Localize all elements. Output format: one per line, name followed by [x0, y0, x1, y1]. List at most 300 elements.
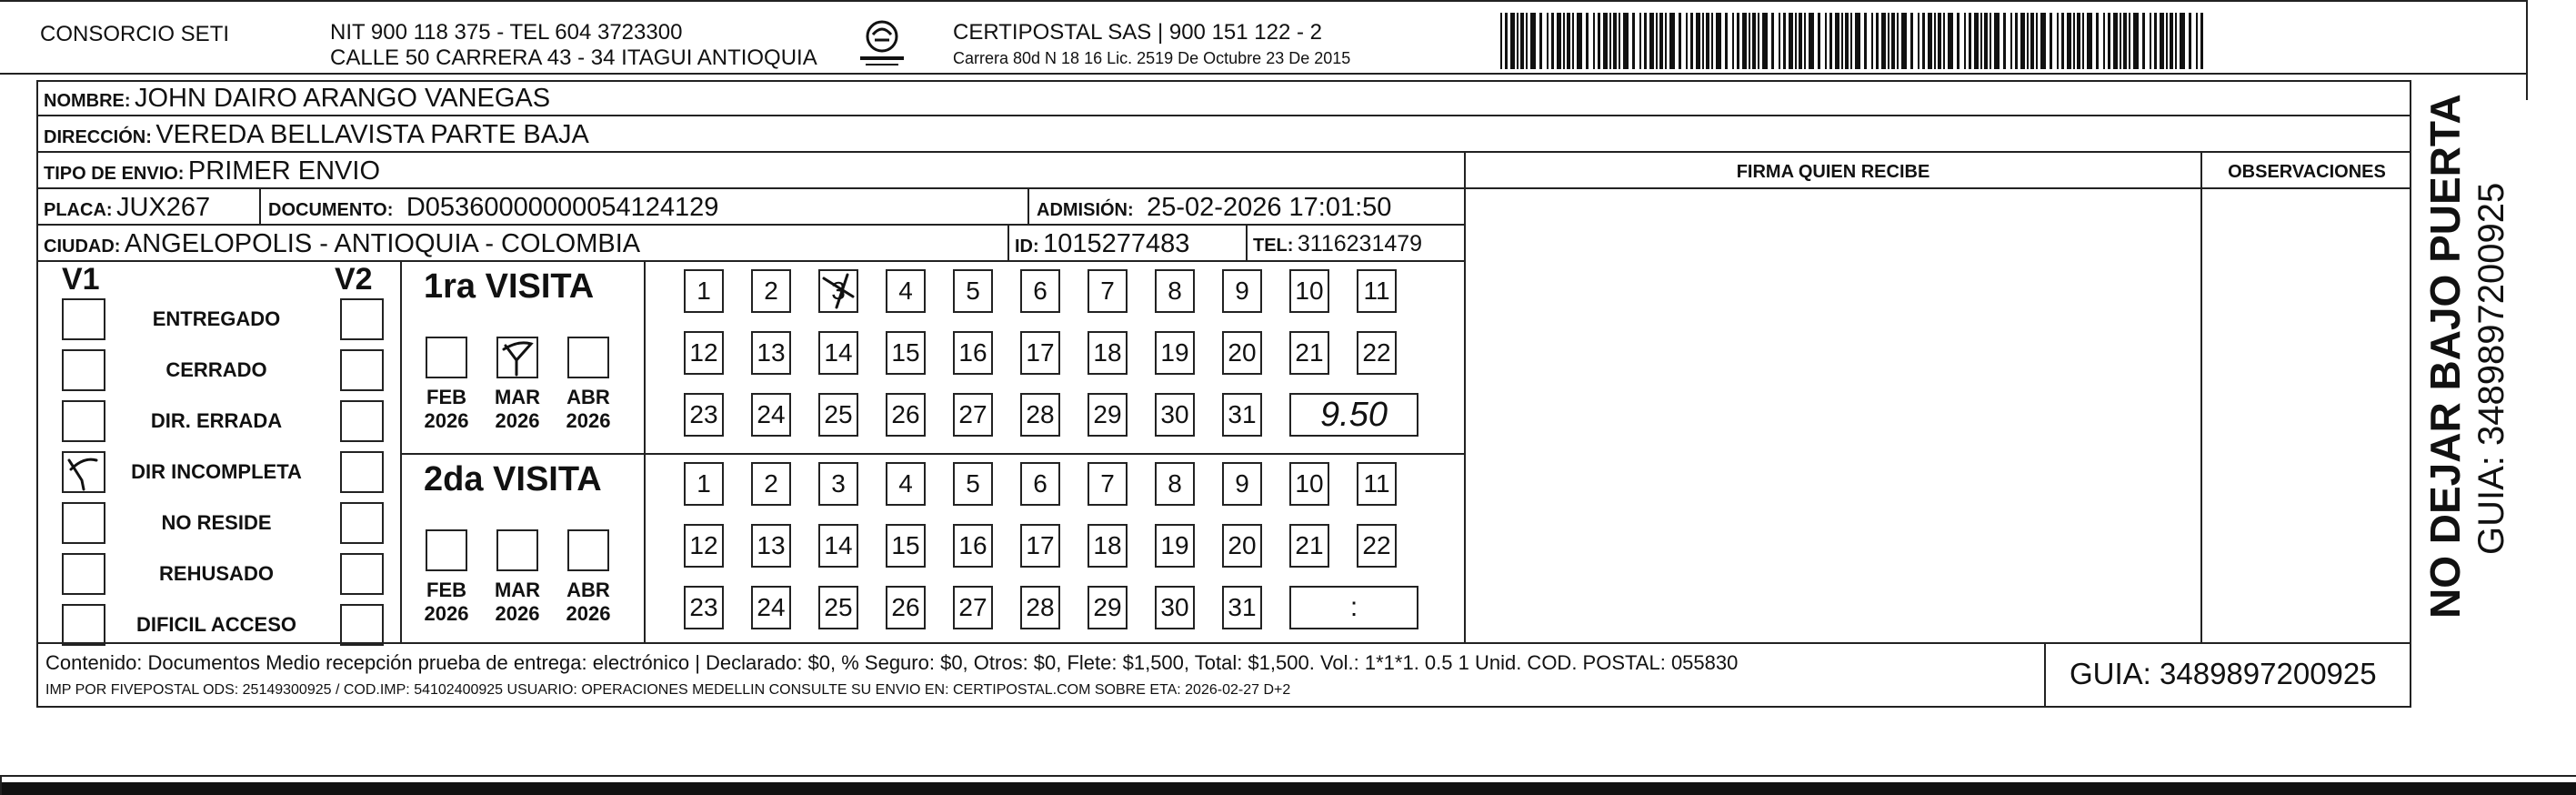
- barcode-bar: [2010, 13, 2012, 69]
- day-number: 8: [1168, 277, 1182, 305]
- v2-checkbox[interactable]: [340, 604, 384, 646]
- barcode-bar: [1779, 13, 1780, 69]
- visit-title: 1ra VISITA: [424, 267, 595, 306]
- month-year: 2026: [495, 409, 540, 433]
- barcode-bar: [1948, 13, 1953, 69]
- barcode-bar: [2142, 13, 2145, 69]
- month-year: 2026: [566, 409, 611, 433]
- status-label: REHUSADO: [159, 562, 274, 585]
- day-number: 21: [1295, 531, 1324, 559]
- day-box[interactable]: [886, 331, 926, 375]
- month-name: FEB: [426, 579, 466, 601]
- month-name: FEB: [426, 386, 466, 408]
- day-box[interactable]: [1155, 524, 1195, 568]
- day-number: 14: [824, 338, 853, 367]
- top-rule: [0, 0, 2528, 2]
- status-label: DIFICIL ACCESO: [135, 613, 296, 636]
- carrier-license: Carrera 80d N 18 16 Lic. 2519 De Octubre 23 De 2015: [953, 49, 1351, 67]
- nombre-value: JOHN DAIRO ARANGO VANEGAS: [135, 84, 551, 113]
- days-divider: [644, 260, 646, 642]
- barcode-bar: [2067, 13, 2071, 69]
- visit-time: 9.50: [1320, 396, 1388, 434]
- barcode-bar: [1850, 13, 1852, 69]
- day-number: 25: [824, 593, 853, 621]
- day-number: 16: [958, 338, 987, 367]
- day-number: 23: [689, 593, 718, 621]
- day-number: 30: [1160, 593, 1189, 621]
- v1-checkbox[interactable]: [62, 451, 105, 493]
- company-nit: NIT 900 118 375 - TEL 604 3723300: [330, 20, 683, 45]
- barcode-bar: [1809, 13, 1814, 69]
- day-box[interactable]: [818, 524, 858, 568]
- barcode-bar: [1732, 13, 1734, 69]
- v2-checkbox[interactable]: [340, 349, 384, 391]
- day-number: 9: [1235, 469, 1249, 498]
- id-label: ID:: [1015, 236, 1039, 257]
- month-name: MAR: [494, 579, 541, 601]
- row-line-4: [36, 224, 1466, 226]
- footer-content-line: Contenido: Documentos Medio recepción prueba de entrega: electrónico | Declarado: $0, % Seguro: $0, Otros: $0, Flete: $1,500, Total: $1,500. Vol.: 1*1*1. 0.5 1 Unid. COD. POSTAL: 055830: [45, 651, 1739, 674]
- day-number: 5: [966, 277, 980, 305]
- id-value: 1015277483: [1043, 229, 1190, 258]
- day-box[interactable]: [1222, 524, 1262, 568]
- day-box[interactable]: [1020, 269, 1060, 313]
- barcode-bar: [1510, 13, 1515, 69]
- barcode-bar: [1609, 13, 1611, 69]
- day-number: 24: [757, 400, 786, 428]
- row-line-5: [36, 260, 1466, 262]
- day-box[interactable]: [1357, 331, 1397, 375]
- day-box[interactable]: [1289, 331, 1329, 375]
- day-number: 1: [697, 277, 711, 305]
- nombre-label: NOMBRE:: [44, 91, 131, 111]
- carrier-name: CERTIPOSTAL SAS | 900 151 122 - 2: [953, 20, 1322, 45]
- day-number: 4: [898, 277, 913, 305]
- day-box[interactable]: [1289, 269, 1329, 313]
- barcode-bar: [1994, 13, 2000, 69]
- barcode-bar: [1669, 13, 1675, 69]
- visit-time-box[interactable]: [1289, 393, 1418, 437]
- day-box[interactable]: [1155, 586, 1195, 629]
- side-guia: GUIA: 3489897200925: [2471, 182, 2511, 555]
- barcode-bar: [2150, 13, 2151, 69]
- day-box[interactable]: [684, 331, 724, 375]
- barcode-bar: [2120, 13, 2121, 69]
- placa-label: PLACA:: [44, 200, 113, 220]
- day-number: 10: [1295, 469, 1324, 498]
- day-number: 21: [1295, 338, 1324, 367]
- day-box[interactable]: [886, 269, 926, 313]
- day-number: 13: [757, 338, 786, 367]
- barcode-bar: [1632, 13, 1635, 69]
- day-box[interactable]: [1357, 462, 1397, 506]
- barcode-bar: [1876, 13, 1879, 69]
- visit-time: :: [1349, 592, 1358, 622]
- bottom-thin-rule: [0, 775, 2576, 777]
- barcode-bar: [1918, 13, 1919, 69]
- day-box[interactable]: [1088, 269, 1128, 313]
- company-name: CONSORCIO SETI: [40, 22, 230, 46]
- barcode-bar: [1897, 13, 1899, 69]
- month-year: 2026: [424, 409, 469, 433]
- barcode-bar: [2027, 13, 2029, 69]
- barcode-bar: [2113, 13, 2118, 69]
- day-box[interactable]: [684, 269, 724, 313]
- month-year: 2026: [424, 602, 469, 626]
- day-number: 8: [1168, 469, 1182, 498]
- day-number: 26: [891, 593, 920, 621]
- day-box[interactable]: [1357, 269, 1397, 313]
- observaciones-header: OBSERVACIONES: [2228, 162, 2386, 182]
- nombre-row: [44, 86, 550, 112]
- day-box[interactable]: [1289, 524, 1329, 568]
- barcode-bar: [2133, 13, 2139, 69]
- barcode-bar: [1758, 13, 1759, 69]
- v2-checkbox[interactable]: [340, 400, 384, 442]
- barcode-bar: [1603, 13, 1608, 69]
- day-number: 17: [1026, 531, 1055, 559]
- bottom-thick-rule: [0, 782, 2576, 795]
- row-line-2: [36, 151, 2411, 153]
- row-line-3: [36, 187, 1466, 189]
- day-box[interactable]: [1155, 462, 1195, 506]
- day-box[interactable]: [1020, 586, 1060, 629]
- footer-top-line: [36, 642, 2411, 644]
- tipo-label: TIPO DE ENVIO:: [44, 164, 185, 184]
- id-divider: [1007, 224, 1009, 260]
- day-box[interactable]: [818, 393, 858, 437]
- v2-checkbox[interactable]: [340, 451, 384, 493]
- day-box[interactable]: [818, 462, 858, 506]
- barcode-bar: [1656, 13, 1658, 69]
- day-number: 20: [1228, 531, 1257, 559]
- barcode-bar: [1835, 13, 1839, 69]
- month-checkbox[interactable]: [426, 529, 467, 571]
- day-box[interactable]: [1222, 331, 1262, 375]
- day-box[interactable]: [1222, 462, 1262, 506]
- day-number: 1: [697, 469, 711, 498]
- day-box[interactable]: [684, 586, 724, 629]
- day-box[interactable]: [1088, 586, 1128, 629]
- id-field: [1015, 231, 1189, 257]
- tel-value: 3116231479: [1297, 231, 1423, 257]
- barcode-bar: [1702, 13, 1704, 69]
- day-box[interactable]: [953, 393, 993, 437]
- day-number: 26: [891, 400, 920, 428]
- day-box[interactable]: [818, 586, 858, 629]
- month-label: [556, 386, 620, 434]
- month-name: ABR: [566, 386, 610, 408]
- footer-guia: GUIA: 3489897200925: [2070, 657, 2377, 690]
- visit-separator: [400, 453, 1466, 455]
- handwritten-check-mark: [820, 271, 857, 311]
- barcode-bar: [1572, 13, 1574, 69]
- barcode-bar: [1762, 13, 1768, 69]
- barcode-bar: [1818, 13, 1820, 69]
- top-right-rule: [2526, 0, 2528, 100]
- barcode-bar: [2082, 13, 2084, 69]
- day-number: 20: [1228, 338, 1257, 367]
- day-box[interactable]: [953, 586, 993, 629]
- barcode-bar: [1659, 13, 1663, 69]
- certipostal-logo: [855, 18, 909, 69]
- day-box[interactable]: [886, 393, 926, 437]
- day-number: 25: [824, 400, 853, 428]
- day-box[interactable]: [1020, 462, 1060, 506]
- month-label: [486, 579, 549, 627]
- barcode-bar: [1690, 13, 1693, 69]
- day-number: 13: [757, 531, 786, 559]
- month-label: [415, 579, 478, 627]
- barcode-bar: [1864, 13, 1867, 69]
- day-box[interactable]: [751, 269, 791, 313]
- barcode-bar: [1804, 13, 1806, 69]
- day-number: 15: [891, 531, 920, 559]
- barcode-bar: [1706, 13, 1709, 69]
- day-box[interactable]: [1088, 462, 1128, 506]
- barcode-bar: [2160, 13, 2164, 69]
- day-box[interactable]: [886, 462, 926, 506]
- day-number: 27: [958, 593, 987, 621]
- v1-checkbox[interactable]: [62, 349, 105, 391]
- day-box[interactable]: [818, 331, 858, 375]
- month-label: [556, 579, 620, 627]
- v2-checkbox[interactable]: [340, 298, 384, 340]
- day-number: 24: [757, 593, 786, 621]
- month-checkbox[interactable]: [426, 337, 467, 378]
- barcode-bar: [1984, 13, 1988, 69]
- month-checkbox[interactable]: [496, 337, 538, 378]
- barcode-bar: [1737, 13, 1739, 69]
- day-box[interactable]: [1222, 269, 1262, 313]
- day-number: 31: [1228, 593, 1257, 621]
- day-number: 30: [1160, 400, 1189, 428]
- placa-value: JUX267: [116, 193, 211, 222]
- barcode-bar: [1974, 13, 1979, 69]
- day-number: 6: [1033, 277, 1047, 305]
- barcode-bar: [1526, 13, 1528, 69]
- side-instruction: NO DEJAR BAJO PUERTA: [2421, 94, 2469, 619]
- day-number: 10: [1295, 277, 1324, 305]
- barcode: [1500, 13, 2210, 69]
- handwritten-check-mark: [64, 453, 104, 491]
- tel-field: [1253, 233, 1422, 256]
- month-label: [415, 386, 478, 434]
- day-box[interactable]: [1088, 393, 1128, 437]
- month-checkbox[interactable]: [496, 529, 538, 571]
- day-box[interactable]: [953, 331, 993, 375]
- day-box[interactable]: [953, 524, 993, 568]
- month-checkbox[interactable]: [567, 337, 609, 378]
- day-box[interactable]: [751, 524, 791, 568]
- day-box[interactable]: [886, 524, 926, 568]
- day-number: 2: [764, 469, 778, 498]
- visit-title: 2da VISITA: [424, 460, 602, 498]
- barcode-bar: [2180, 13, 2185, 69]
- status-divider: [400, 260, 402, 642]
- day-box[interactable]: [1088, 524, 1128, 568]
- v1-checkbox[interactable]: [62, 298, 105, 340]
- day-box[interactable]: [684, 393, 724, 437]
- v2-checkbox[interactable]: [340, 553, 384, 595]
- day-number: 14: [824, 531, 853, 559]
- barcode-bar: [1964, 13, 1966, 69]
- day-box[interactable]: [751, 586, 791, 629]
- barcode-bar: [2003, 13, 2006, 69]
- barcode-bar: [2170, 13, 2173, 69]
- status-label: DIR INCOMPLETA: [131, 460, 302, 483]
- firma-header: FIRMA QUIEN RECIBE: [1736, 162, 1930, 182]
- status-label: NO RESIDE: [161, 511, 272, 534]
- barcode-bar: [2200, 13, 2203, 69]
- barcode-bar: [2030, 13, 2034, 69]
- barcode-bar: [2108, 13, 2110, 69]
- day-number: 11: [1363, 469, 1390, 498]
- visit-time-box[interactable]: [1289, 586, 1418, 629]
- day-box[interactable]: [1222, 393, 1262, 437]
- tel-label: TEL:: [1253, 236, 1294, 256]
- day-box[interactable]: [751, 393, 791, 437]
- header-bottom-rule: [0, 73, 2528, 75]
- day-box[interactable]: [684, 462, 724, 506]
- barcode-bar: [1517, 13, 1519, 69]
- ciudad-field: [44, 231, 640, 257]
- barcode-bar: [1500, 13, 1502, 69]
- barcode-bar: [1969, 13, 1971, 69]
- day-number: 29: [1093, 593, 1122, 621]
- month-checkbox[interactable]: [567, 529, 609, 571]
- v2-checkbox[interactable]: [340, 502, 384, 544]
- day-box[interactable]: [684, 524, 724, 568]
- barcode-bar: [1696, 13, 1700, 69]
- barcode-bar: [1716, 13, 1721, 69]
- barcode-bar: [2154, 13, 2157, 69]
- day-number: 15: [891, 338, 920, 367]
- barcode-bar: [1613, 13, 1617, 69]
- day-box[interactable]: [751, 331, 791, 375]
- tel-divider: [1246, 224, 1248, 260]
- barcode-bar: [1855, 13, 1860, 69]
- v1-checkbox[interactable]: [62, 553, 105, 595]
- barcode-bar: [2040, 13, 2046, 69]
- barcode-bar: [2015, 13, 2018, 69]
- day-box[interactable]: [953, 462, 993, 506]
- status-label: ENTREGADO: [152, 307, 281, 330]
- day-number: 2: [764, 277, 778, 305]
- day-number: 4: [898, 469, 913, 498]
- day-number: 11: [1363, 277, 1390, 305]
- day-box[interactable]: [751, 462, 791, 506]
- day-box[interactable]: [1020, 393, 1060, 437]
- ciudad-label: CIUDAD:: [44, 236, 121, 257]
- tipo-row: [44, 158, 380, 185]
- barcode-bar: [1557, 13, 1561, 69]
- barcode-bar: [1891, 13, 1895, 69]
- day-box[interactable]: [818, 269, 858, 313]
- barcode-bar: [1749, 13, 1750, 69]
- barcode-bar: [1505, 13, 1508, 69]
- documento-value: D05360000000054124129: [406, 193, 719, 222]
- day-number: 22: [1362, 338, 1391, 367]
- day-number: 27: [958, 400, 987, 428]
- barcode-bar: [1665, 13, 1667, 69]
- barcode-bar: [1520, 13, 1524, 69]
- barcode-bar: [1577, 13, 1582, 69]
- day-box[interactable]: [1155, 331, 1195, 375]
- observaciones-left-line: [2200, 151, 2202, 642]
- day-box[interactable]: [1222, 586, 1262, 629]
- barcode-bar: [1551, 13, 1554, 69]
- barcode-bar: [1539, 13, 1542, 69]
- barcode-bar: [2050, 13, 2052, 69]
- barcode-bar: [1623, 13, 1629, 69]
- barcode-bar: [1825, 13, 1827, 69]
- v1-label: V1: [62, 262, 100, 297]
- day-box[interactable]: [1289, 462, 1329, 506]
- barcode-bar: [1649, 13, 1654, 69]
- direccion-value: VEREDA BELLAVISTA PARTE BAJA: [155, 120, 589, 149]
- barcode-bar: [1799, 13, 1802, 69]
- barcode-bar: [1593, 13, 1595, 69]
- handwritten-check-mark: [498, 338, 536, 377]
- barcode-bar: [1725, 13, 1728, 69]
- day-number: 18: [1093, 338, 1122, 367]
- admision-value: 25-02-2026 17:01:50: [1147, 193, 1392, 222]
- barcode-bar: [1957, 13, 1960, 69]
- day-box[interactable]: [953, 269, 993, 313]
- day-number: 17: [1026, 338, 1055, 367]
- month-name: ABR: [566, 579, 610, 601]
- v1-checkbox[interactable]: [62, 400, 105, 442]
- month-year: 2026: [566, 602, 611, 626]
- v1-checkbox[interactable]: [62, 502, 105, 544]
- barcode-bar: [1795, 13, 1797, 69]
- barcode-bar: [2189, 13, 2191, 69]
- day-box[interactable]: [1088, 331, 1128, 375]
- barcode-bar: [1567, 13, 1570, 69]
- barcode-bar: [1980, 13, 1982, 69]
- barcode-bar: [1845, 13, 1849, 69]
- v1-checkbox[interactable]: [62, 604, 105, 646]
- placa-divider: [259, 187, 261, 224]
- day-box[interactable]: [886, 586, 926, 629]
- footer-imp-line: IMP POR FIVEPOSTAL ODS: 25149300925 / COD.IMP: 54102400925 USUARIO: OPERACIONES MEDELLIN CONSULTE SU ENVIO EN: CERTIPOSTAL.COM SOBRE ETA: 2026-02-27 D+2: [45, 682, 1291, 698]
- company-address: CALLE 50 CARRERA 43 - 34 ITAGUI ANTIOQUIA: [330, 45, 817, 70]
- documento-field: [268, 195, 718, 221]
- day-box[interactable]: [1357, 524, 1397, 568]
- documento-label: DOCUMENTO:: [268, 200, 394, 220]
- placa-field: [44, 195, 210, 221]
- day-box[interactable]: [1020, 331, 1060, 375]
- day-box[interactable]: [1155, 393, 1195, 437]
- barcode-bar: [1679, 13, 1681, 69]
- barcode-bar: [1563, 13, 1565, 69]
- ciudad-value: ANGELOPOLIS - ANTIOQUIA - COLOMBIA: [124, 229, 641, 258]
- day-box[interactable]: [1155, 269, 1195, 313]
- barcode-bar: [1910, 13, 1913, 69]
- barcode-bar: [1841, 13, 1843, 69]
- firma-left-line: [1464, 151, 1466, 642]
- status-label: CERRADO: [165, 358, 267, 381]
- day-box[interactable]: [1020, 524, 1060, 568]
- barcode-bar: [1598, 13, 1600, 69]
- day-number: 28: [1026, 400, 1055, 428]
- direccion-label: DIRECCIÓN:: [44, 127, 152, 147]
- barcode-bar: [2036, 13, 2038, 69]
- day-number: 29: [1093, 400, 1122, 428]
- day-number: 16: [958, 531, 987, 559]
- day-number: 23: [689, 400, 718, 428]
